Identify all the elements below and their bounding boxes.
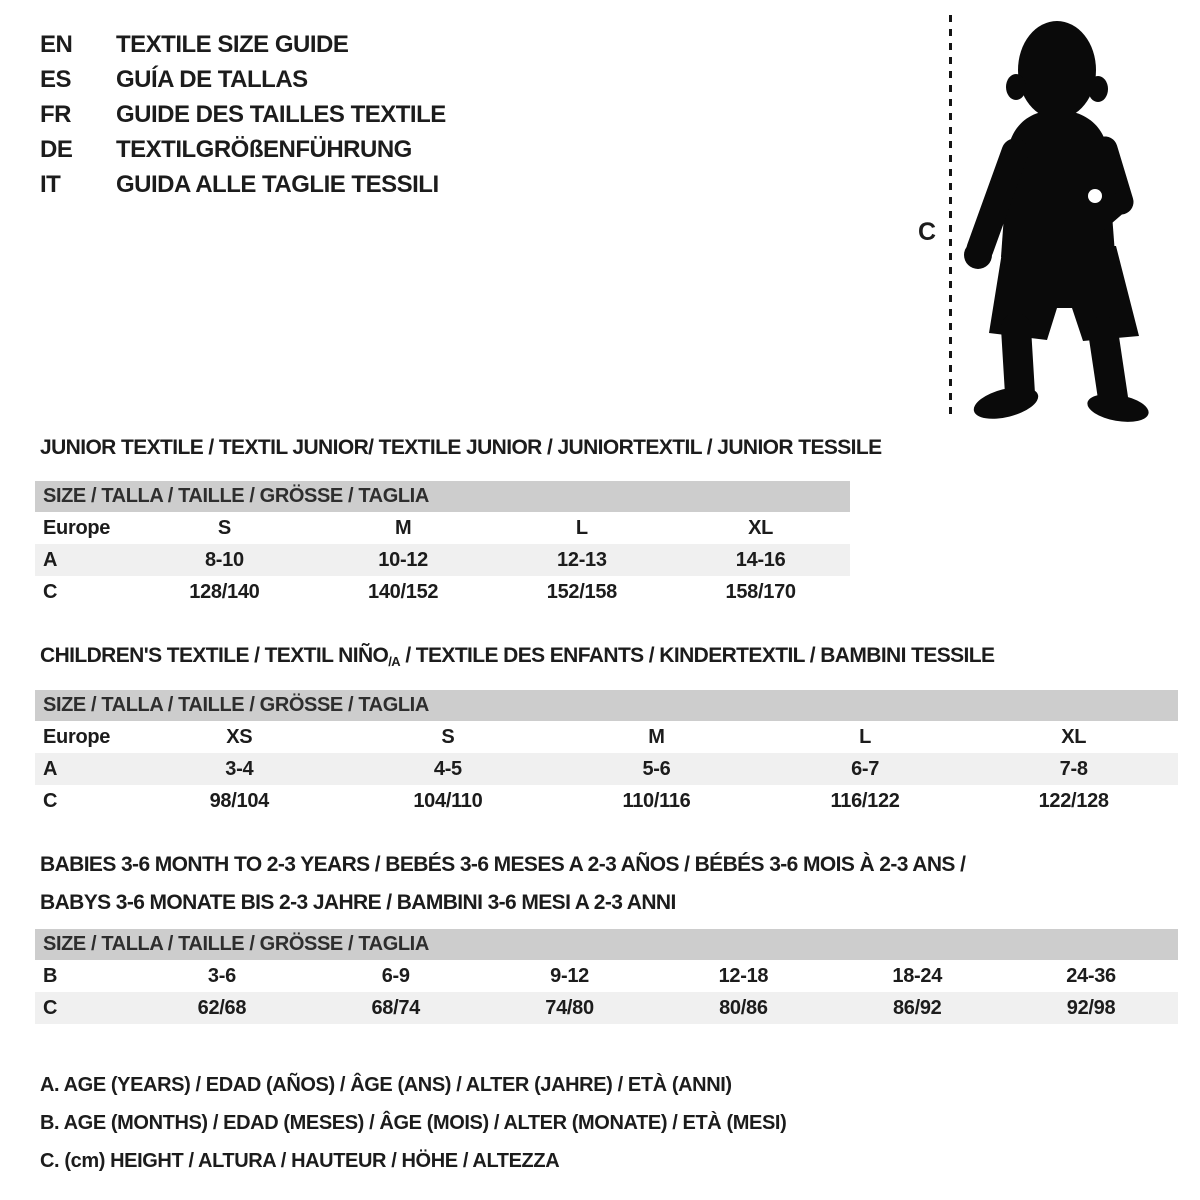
table-row [35,512,850,544]
language-row [40,97,446,132]
cell-value: XL [1061,725,1087,748]
row-label: A [43,548,58,571]
cell-value: 68/74 [371,996,421,1019]
table-row [35,992,1178,1024]
babies-title-line2: BABYS 3-6 MONATE BIS 2-3 JAHRE / BAMBINI 3-6 MESI A 2-3 ANNI [40,891,676,914]
babies-size-table [35,929,1178,1024]
size-header-band: SIZE / TALLA / TAILLE / GRÖSSE / TAGLIA [35,929,1178,960]
cell-value: 7-8 [1059,757,1088,780]
legend-line-a: A. AGE (YEARS) / EDAD (AÑOS) / ÂGE (ANS) / ALTER (JAHRE) / ETÀ (ANNI) [40,1074,732,1096]
babies-section-title [40,846,965,922]
legend [40,1066,786,1180]
cell-value: 116/122 [830,789,900,812]
language-title: GUIDA ALLE TAGLIE TESSILI [116,170,439,198]
cell-value: 24-36 [1066,964,1116,987]
table-row [35,721,1178,753]
language-row [40,132,446,167]
row-label: A [43,757,58,780]
cell-value: 128/140 [189,580,260,603]
language-row [40,167,446,202]
junior-section-title: JUNIOR TEXTILE / TEXTIL JUNIOR/ TEXTILE JUNIOR / JUNIORTEXTIL / JUNIOR TESSILE [40,436,882,459]
cell-value: 3-4 [225,757,254,780]
legend-line-c: C. (cm) HEIGHT / ALTURA / HAUTEUR / HÖHE / ALTEZZA [40,1150,560,1172]
children-section-title [40,644,994,668]
language-title: TEXTILE SIZE GUIDE [116,30,349,58]
cell-value: 8-10 [204,548,244,571]
children-title-sub: /A [388,654,401,669]
cell-value: 12-13 [557,548,607,571]
cell-value: 152/158 [546,580,617,603]
language-code: EN [40,30,73,58]
cell-value: 80/86 [719,996,768,1019]
cell-value: 18-24 [892,964,943,987]
row-label: C [43,580,58,603]
children-size-table [35,690,1178,817]
language-title: TEXTILGRÖßENFÜHRUNG [116,135,412,163]
children-title-pre: CHILDREN'S TEXTILE / TEXTIL NIÑO [40,644,389,667]
cell-value: 122/128 [1038,789,1109,812]
cell-value: 9-12 [550,964,589,987]
cell-value: 158/170 [725,580,796,603]
language-code: IT [40,170,61,198]
cell-value: 6-9 [381,964,410,987]
size-header-band: SIZE / TALLA / TAILLE / GRÖSSE / TAGLIA [35,690,1178,721]
cell-value: 6-7 [851,757,880,780]
language-code: ES [40,65,72,93]
cell-value: L [859,725,872,748]
cell-value: 14-16 [735,548,786,571]
cell-value: 104/110 [413,789,483,812]
cell-value: XL [748,516,774,539]
cell-value: 92/98 [1066,996,1116,1019]
language-title: GUÍA DE TALLAS [116,65,308,93]
language-title: GUIDE DES TAILLES TEXTILE [116,100,446,128]
language-row [40,27,446,62]
row-label: C [43,996,58,1019]
cell-value: 86/92 [892,996,942,1019]
cell-value: 3-6 [207,964,236,987]
size-header-band: SIZE / TALLA / TAILLE / GRÖSSE / TAGLIA [35,481,850,512]
row-label: C [43,789,58,812]
toddler-silhouette-icon [962,8,1154,422]
row-label: Europe [43,516,111,539]
cell-value: S [217,516,231,539]
junior-size-table [35,481,850,608]
cell-value: M [394,516,412,539]
row-label: B [43,964,58,987]
table-row [35,753,1178,785]
cell-value: 10-12 [378,548,428,571]
babies-title-line1: BABIES 3-6 MONTH TO 2-3 YEARS / BEBÉS 3-6 MESES A 2-3 AÑOS / BÉBÉS 3-6 MOIS À 2-3 ANS / [40,853,966,876]
language-code: FR [40,100,71,128]
cell-value: 5-6 [642,757,671,780]
cell-value: 140/152 [368,580,439,603]
cell-value: M [648,725,665,748]
table-row [35,785,1178,817]
cell-value: S [441,725,455,748]
height-measure-dashed-line [949,15,952,415]
table-row [35,544,850,576]
cell-value: XS [226,725,253,748]
language-row [40,62,446,97]
children-title-post: / TEXTILE DES ENFANTS / KINDERTEXTIL / BAMBINI TESSILE [400,644,995,667]
cell-value: 4-5 [433,757,462,780]
cell-value: 12-18 [718,964,769,987]
cell-value: 98/104 [209,789,269,812]
cell-value: 110/116 [622,789,691,812]
cell-value: L [575,516,588,539]
legend-line-b: B. AGE (MONTHS) / EDAD (MESES) / ÂGE (MOIS) / ALTER (MONATE) / ETÀ (MESI) [40,1112,787,1134]
row-label: Europe [43,725,111,748]
table-row [35,960,1178,992]
language-code: DE [40,135,73,163]
language-list [40,27,446,202]
table-row [35,576,850,608]
cell-value: 74/80 [545,996,594,1019]
height-measure-label: C [918,218,937,246]
cell-value: 62/68 [197,996,247,1019]
